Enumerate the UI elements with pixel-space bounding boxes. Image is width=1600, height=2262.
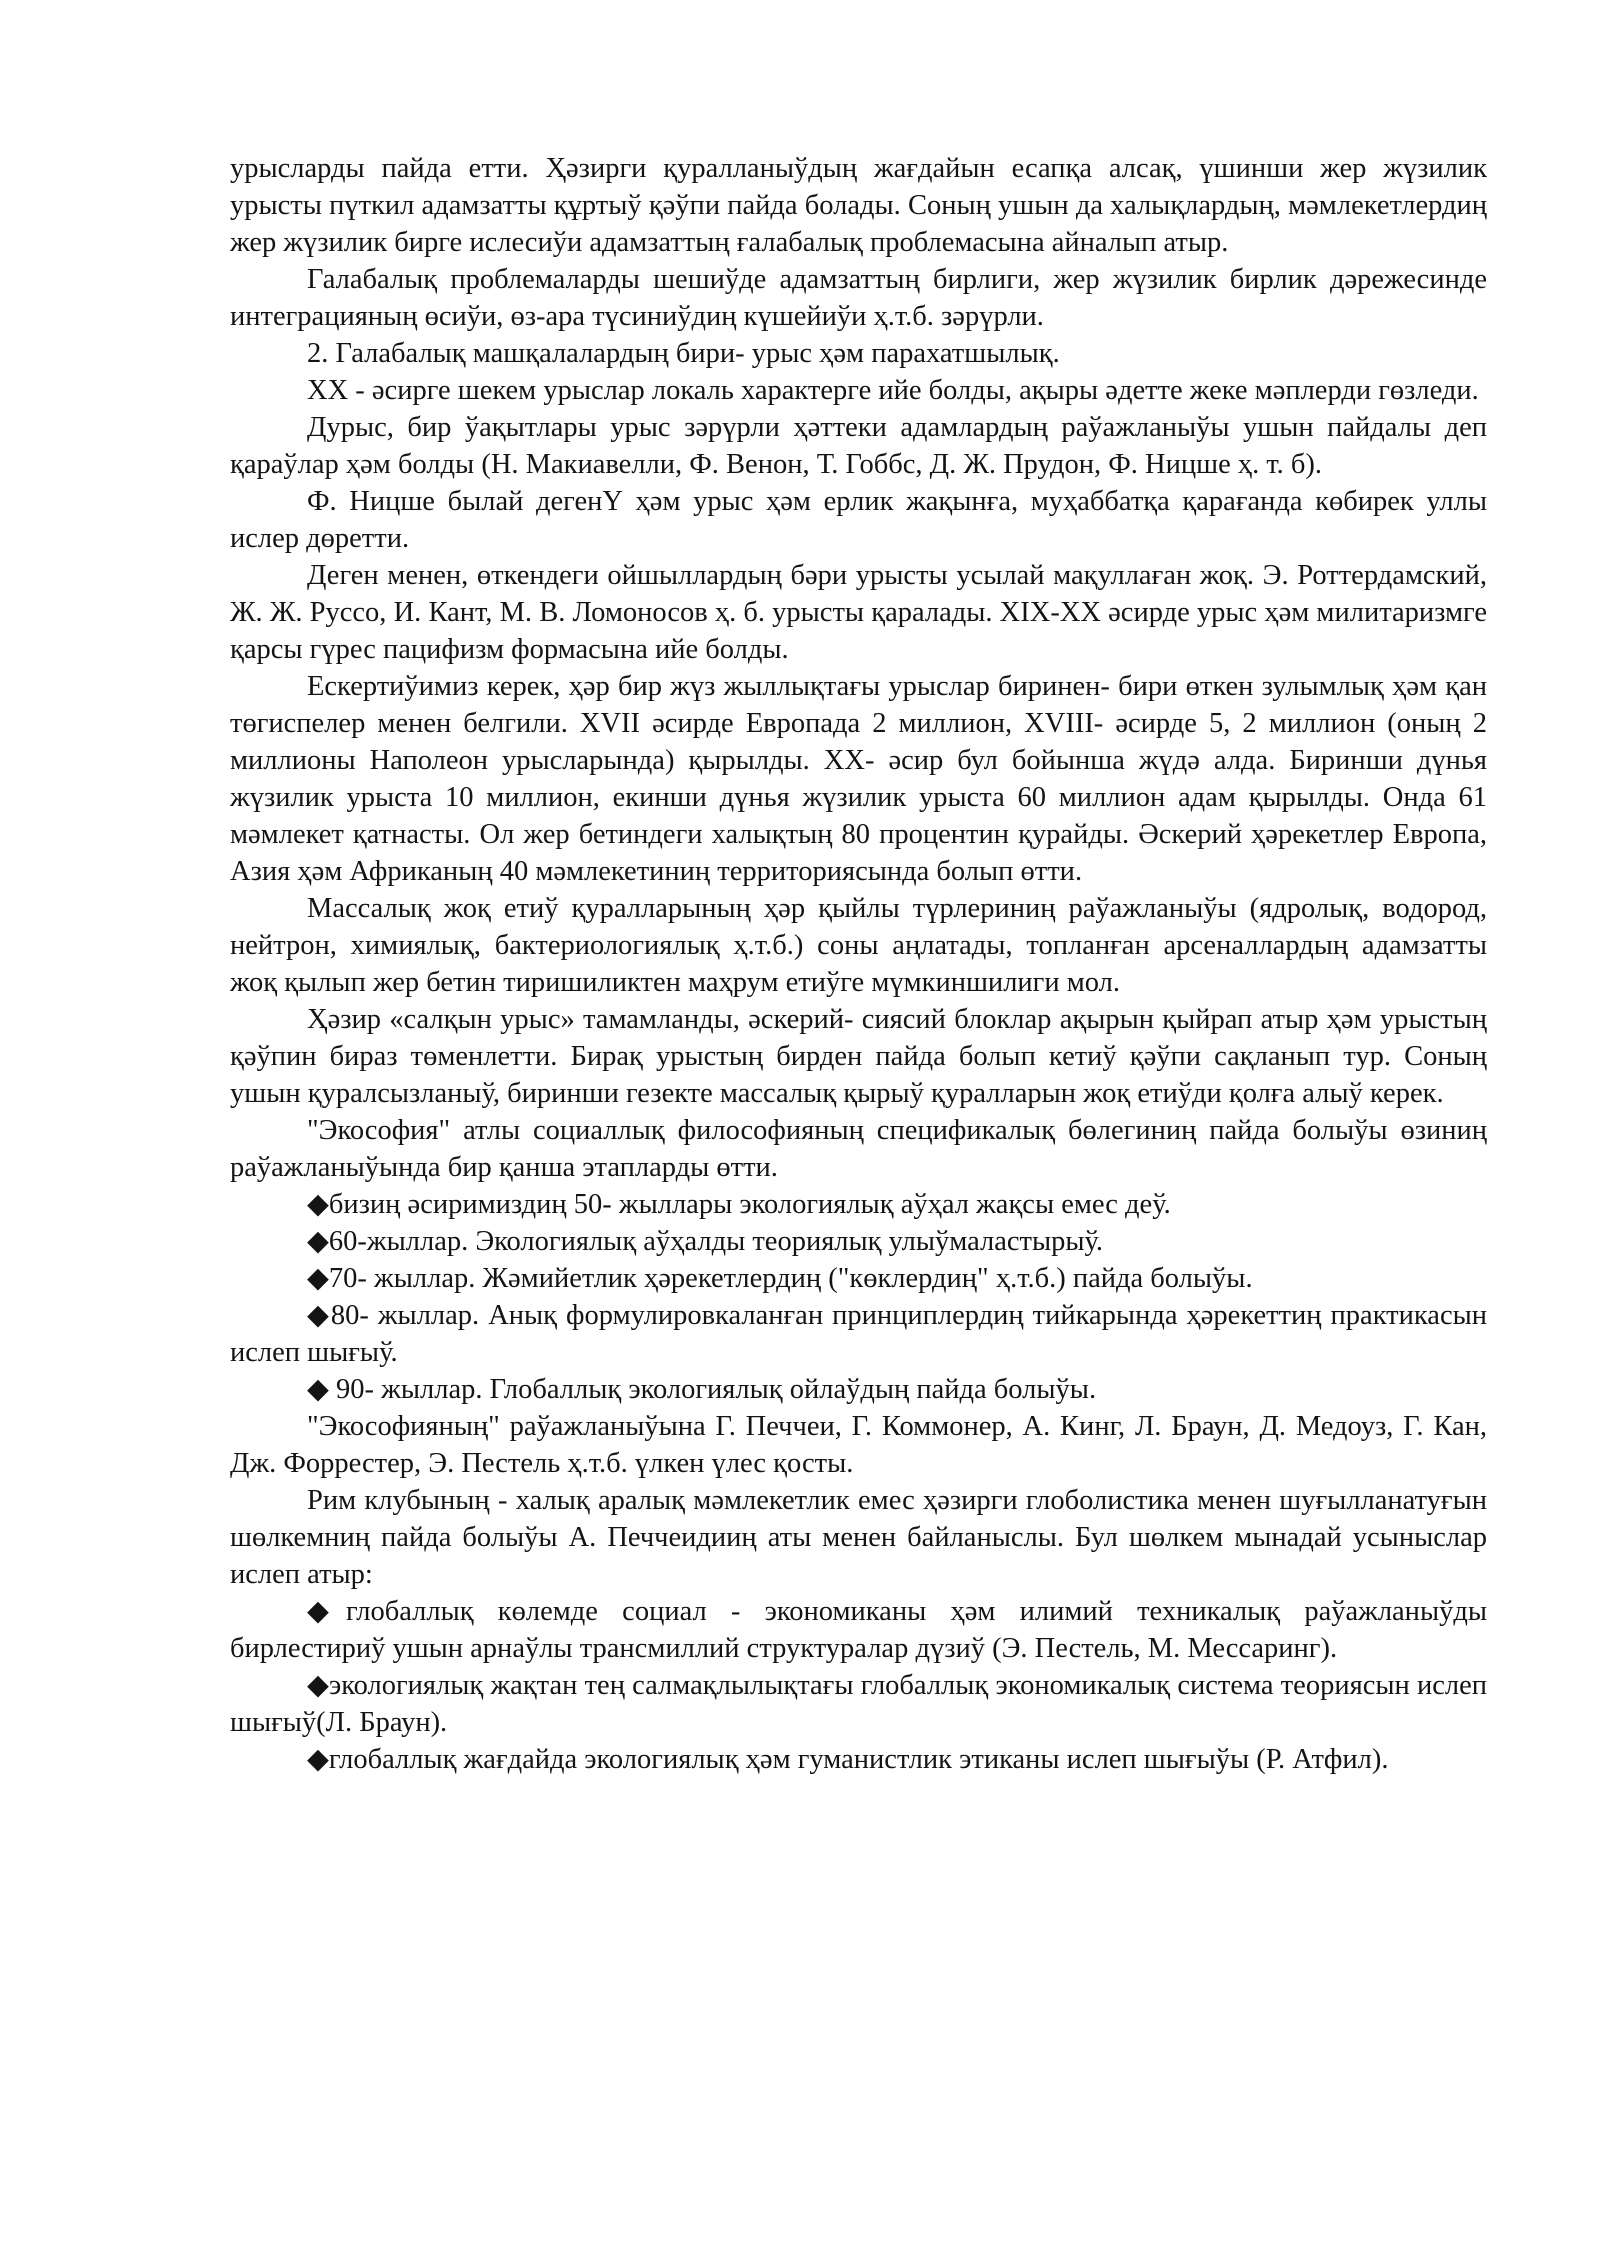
bullet-item: ◆60-жыллар. Экологиялық аўҳалды теориялық улыўмаластырыў.: [307, 1226, 1104, 1257]
paragraph-6: Ф. Ницше былай дегенҮ ҳәм урыс ҳәм ерлик жақынға, муҳаббатқа қарағанда көбирек уллы ислер дөретти.: [230, 486, 1487, 554]
document-page: [230, 150, 1487, 1778]
paragraph-10: Ҳәзир «салқын урыс» тамамланды, әскерий- сиясий блоклар ақырын қыйрап атыр ҳәм урыстың қәўпин бираз төменлетти. Бирақ урыстың бирден пайда болып кетиў қәўпи сақланып тур. Соның ушын қуралсызланыў, биринши гезекте массалық қырыў қуралларын жоқ етиўди қолға алыў керек.: [230, 1004, 1487, 1109]
paragraph-5: Дурыс, бир ўақытлары урыс зәрүрли ҳәттеки адамлардың раўажланыўы ушын пайдалы деп қараўлар ҳәм болды (Н. Макиавелли, Ф. Венон, Т. Гоббс, Д. Ж. Прудон, Ф. Ницше ҳ. т. б).: [230, 412, 1487, 480]
paragraph-1: урысларды пайда етти. Ҳәзирги қуралланыўдың жағдайын есапқа алсақ, үшинши жер жүзилик урысты пүткил адамзатты құртыў қәўпи пайда болады. Соның ушын да халықлардың, мәмлекетлердиң жер жүзилик бирге ислесиўи адамзаттың ғалабалық проблемасына айналып атыр.: [230, 153, 1487, 258]
bullet-item: ◆бизиң әсиримиздиң 50- жыллары экологиялық аўҳал жақсы емес деў.: [307, 1189, 1171, 1220]
bullet-item: ◆глобаллық көлемде социал - экономиканы ҳәм илимий техникалық раўажланыўды бирлестириў ушын арнаўлы трансмиллий структуралар дүзиў (Э. Пестель, М. Мессаринг).: [230, 1596, 1487, 1664]
paragraph-4: XX - әсирге шекем урыслар локаль характерге ийе болды, ақыры әдетте жеке мәплерди гөзледи.: [307, 375, 1479, 406]
paragraph-17: "Экософияның" раўажланыўына Г. Печчеи, Г. Коммонер, А. Кинг, Л. Браун, Д. Медоуз, Г. Кан, Дж. Форрестер, Э. Пестель ҳ.т.б. үлкен үлес қосты.: [230, 1411, 1487, 1479]
bullet-item: ◆80- жыллар. Анық формулировкаланған принциплердиң тийкарында ҳәрекеттиң практикасын ислеп шығыў.: [230, 1300, 1487, 1368]
bullet-item: ◆глобаллық жағдайда экологиялық ҳәм гуманистлик этиканы ислеп шығыўы (Р. Атфил).: [307, 1744, 1389, 1775]
paragraph-8: Ескертиўимиз керек, ҳәр бир жүз жыллықтағы урыслар биринен- бири өткен зулымлық ҳәм қан төгиспелер менен белгили. XVII әсирде Европада 2 миллион, XVIII- әсирде 5, 2 миллион (оның 2 миллионы Наполеон урысларында) қырылды. XX- әсир бул бойынша жүдә алда. Биринши дүнья жүзилик урыста 10 миллион, екинши дүнья жүзилик урыста 60 миллион адам қырылды. Онда 61 мәмлекет қатнасты. Ол жер бетиндеги халықтың 80 процентин қурайды. Әскерий ҳәрекетлер Европа, Азия ҳәм Африканың 40 мәмлекетиниң территориясында болып өтти.: [230, 671, 1487, 887]
paragraph-7: Деген менен, өткендеги ойшыллардың бәри урысты усылай мақуллаған жоқ. Э. Роттердамский, Ж. Ж. Руссо, И. Кант, М. В. Ломоносов ҳ. б. урысты қаралады. XIX-XX әсирде урыс ҳәм милитаризмге қарсы гүрес пацифизм формасына ийе болды.: [230, 560, 1487, 665]
bullet-item: ◆70- жыллар. Жәмийетлик ҳәрекетлердиң ("көклердиң" ҳ.т.б.) пайда болыўы.: [307, 1263, 1253, 1294]
paragraph-9: Массалық жоқ етиў қуралларының ҳәр қыйлы түрлериниң раўажланыўы (ядролық, водород, нейтрон, химиялық, бактериологиялық ҳ.т.б.) соны аңлатады, топланған арсеналлардың адамзатты жоқ қылып жер бетин тиришиликтен маҳрум етиўге мүмкиншилиги мол.: [230, 893, 1487, 998]
paragraph-18: Рим клубының - халық аралық мәмлекетлик емес ҳәзирги глоболистика менен шуғылланатуғын шөлкемниң пайда болыўы А. Печчеидииң аты менен байланыслы. Бул шөлкем мынадай усыныслар ислеп атыр:: [230, 1485, 1487, 1590]
bullet-item: ◆ 90- жыллар. Глобаллық экологиялық ойлаўдың пайда болыўы.: [307, 1374, 1097, 1405]
paragraph-2: Галабалық проблемаларды шешиўде адамзаттың бирлиги, жер жүзилик бирлик дәрежесинде интеграцияның өсиўи, өз-ара түсиниўдиң күшейиўи ҳ.т.б. зәрүрли.: [230, 264, 1487, 332]
section-heading: 2. Галабалық машқалалардың бири- урыс ҳәм парахатшылық.: [307, 338, 1060, 369]
bullet-item: ◆экологиялық жақтан тең салмақлылықтағы глобаллық экономикалық система теориясын ислеп шығыў(Л. Браун).: [230, 1670, 1487, 1738]
paragraph-11: "Экософия" атлы социаллық философияның спецификалық бөлегиниң пайда болыўы өзиниң раўажланыўында бир қанша этапларды өтти.: [230, 1115, 1487, 1183]
